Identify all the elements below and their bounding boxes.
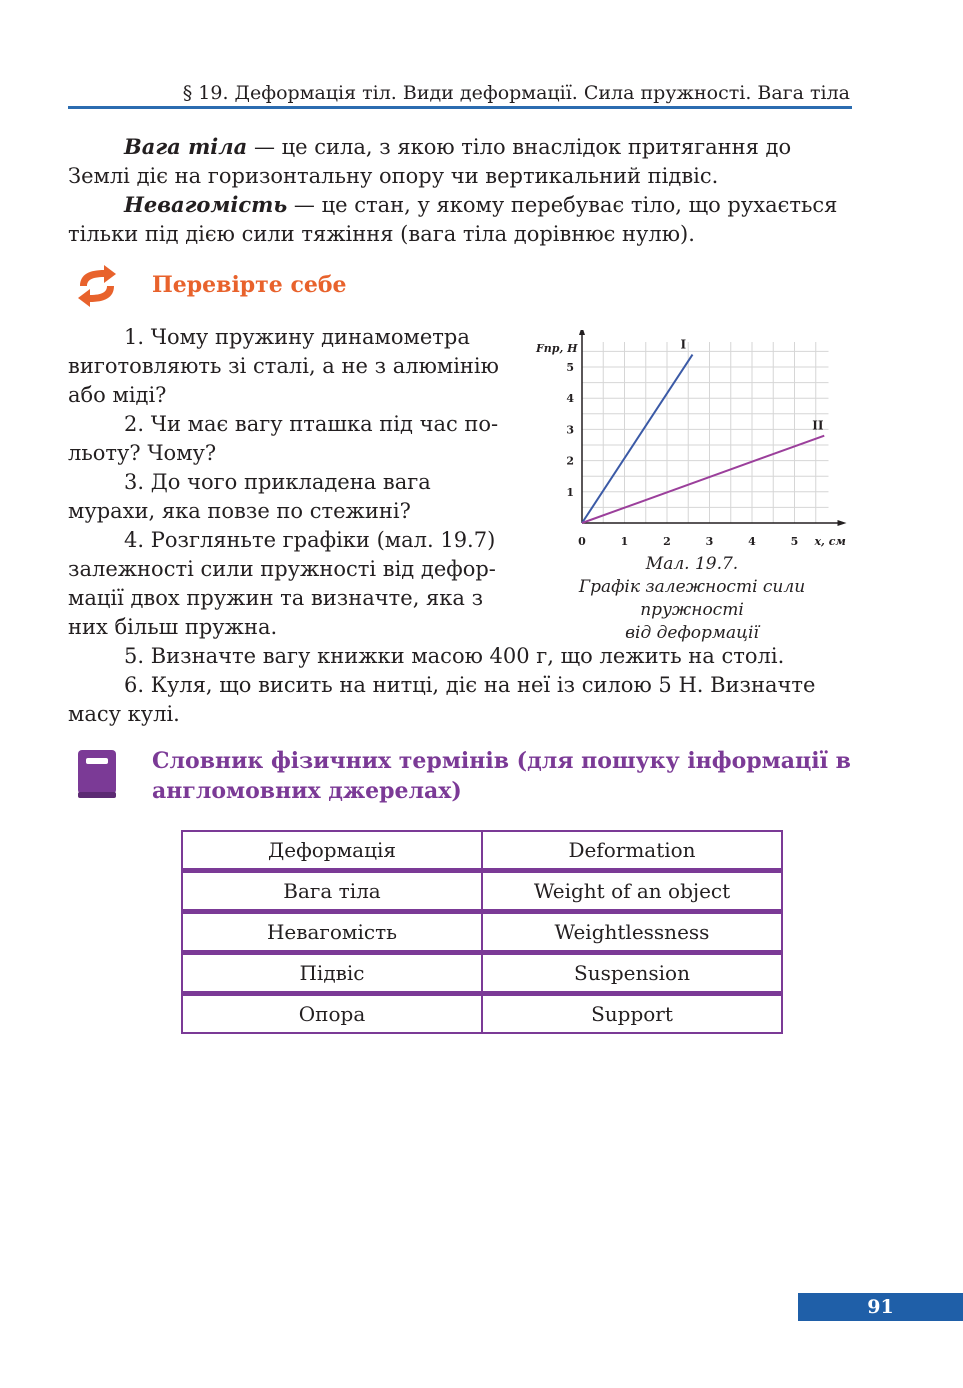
glossary-title-line2: англомовних джерелах) — [152, 778, 462, 804]
glossary-en: Deformation — [483, 830, 783, 870]
spring-force-chart — [534, 330, 854, 552]
question-5-text: 5. Визначте вагу книжки масою 400 г, що лежить на столі. — [124, 644, 785, 668]
figure-caption-number: Мал. 19.7. — [645, 554, 739, 574]
running-header: § 19. Деформація тіл. Види деформації. Сила пружності. Вага тіла — [182, 82, 850, 104]
x-axis-label: x, см — [814, 535, 846, 548]
question-3-line1: 3. До чого прикладена вага — [124, 470, 431, 494]
x-tick-label: 5 — [790, 535, 799, 548]
question-4-line2: залежності сили пружності від дефор- — [68, 557, 496, 581]
definition-weightlessness-line2: тільки під дією сили тяжіння (вага тіла дорівнює нулю). — [68, 222, 695, 246]
glossary-title-line1: Словник фізичних термінів (для пошуку інформації в — [152, 748, 851, 774]
x-tick-label: 3 — [705, 535, 714, 548]
refresh-arrows-icon — [70, 262, 124, 310]
x-tick-label: 4 — [748, 535, 756, 548]
question-4-line4: них більш пружна. — [68, 615, 278, 639]
questions-column — [68, 323, 512, 642]
figure-caption-text-1: Графік залежності сили пружності — [578, 577, 806, 620]
y-tick-label: 5 — [566, 361, 574, 374]
glossary-ua: Невагомість — [181, 911, 483, 952]
table-row — [181, 911, 783, 952]
x-tick-label: 1 — [620, 535, 629, 548]
glossary-ua: Опора — [181, 993, 483, 1034]
glossary-title — [152, 746, 851, 806]
figure-caption — [532, 553, 852, 645]
glossary-ua: Вага тіла — [181, 870, 483, 911]
table-row — [181, 870, 783, 911]
check-section-title: Перевірте себе — [152, 272, 347, 298]
glossary-ua: Деформація — [181, 830, 483, 870]
definition-weight-text: — це сила, з якою тіло внаслідок притягання до — [247, 135, 792, 159]
x-axis-arrow — [838, 520, 847, 526]
x-tick-label: 2 — [663, 535, 671, 548]
x-tick-label: 0 — [578, 535, 586, 548]
figure-caption-text-2: від деформації — [625, 623, 759, 643]
y-axis-label: Fпр, Н — [536, 342, 578, 355]
definition-weight-line2: Землі діє на горизонтальну опору чи вертикальний підвіс. — [68, 164, 719, 188]
table-row — [181, 952, 783, 993]
question-2-line1: 2. Чи має вагу пташка під час по- — [124, 412, 499, 436]
question-5 — [68, 642, 850, 671]
glossary-ua: Підвіс — [181, 952, 483, 993]
series-line-II — [582, 436, 824, 523]
series-line-I — [582, 355, 693, 523]
series-label-I: I — [680, 337, 687, 352]
question-3-line2: мурахи, яка повзе по стежині? — [68, 499, 411, 523]
glossary-table — [181, 830, 783, 1034]
question-2-line2: льоту? Чому? — [68, 441, 217, 465]
header-divider — [68, 106, 852, 109]
y-axis-arrow — [579, 330, 585, 335]
term-weight: Вага тіла — [124, 134, 248, 159]
definition-weightlessness — [68, 190, 850, 249]
y-tick-label: 1 — [566, 485, 574, 499]
y-tick-label: 4 — [566, 392, 574, 406]
question-6-line1: 6. Куля, що висить на нитці, діє на неї із силою 5 Н. Визначте — [124, 673, 816, 697]
definition-weightlessness-text: — це стан, у якому перебуває тіло, що рухається — [287, 193, 838, 217]
definition-weight — [68, 132, 850, 191]
glossary-en: Weightlessness — [483, 911, 783, 952]
question-4-line1: 4. Розгляньте графіки (мал. 19.7) — [124, 528, 496, 552]
term-weightlessness: Невагомість — [124, 192, 288, 217]
question-1-line2: виготовляють зі сталі, а не з алюмінію — [68, 354, 499, 378]
glossary-en: Support — [483, 993, 783, 1034]
glossary-en: Weight of an object — [483, 870, 783, 911]
question-6-line2: масу кулі. — [68, 702, 180, 726]
question-6 — [68, 671, 850, 729]
book-icon — [76, 748, 118, 800]
table-row — [181, 993, 783, 1034]
question-4-line3: мації двох пружин та визначте, яка з — [68, 586, 484, 610]
page-number: 91 — [798, 1293, 963, 1321]
series-label-II: II — [812, 418, 824, 433]
question-1-line3: або міді? — [68, 383, 167, 407]
y-tick-label: 3 — [566, 423, 574, 437]
question-1-line1: 1. Чому пружину динамометра — [124, 325, 470, 349]
y-tick-label: 2 — [566, 454, 574, 468]
glossary-en: Suspension — [483, 952, 783, 993]
table-row — [181, 830, 783, 870]
